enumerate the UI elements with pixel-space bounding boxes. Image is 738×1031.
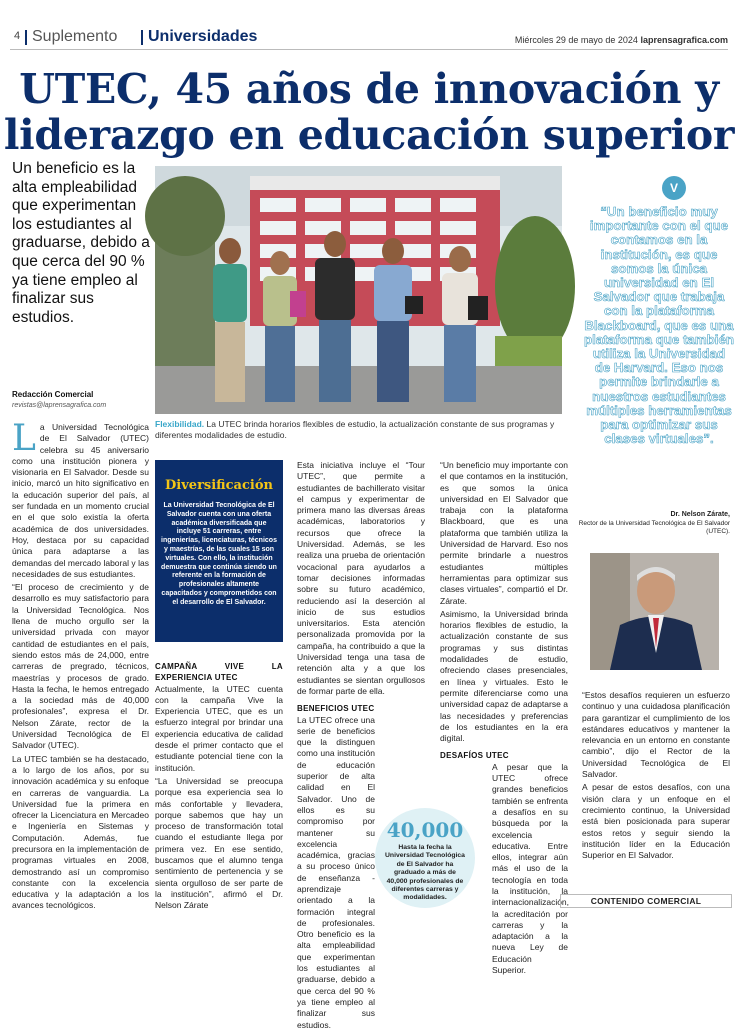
subheading: CAMPAÑA VIVE LA EXPERIENCIA UTEC — [155, 662, 283, 683]
commercial-content-label: CONTENIDO COMERCIAL — [560, 894, 732, 908]
diversificacion-box — [155, 460, 283, 642]
rector-portrait-illustration — [590, 553, 719, 670]
header-separator — [25, 30, 27, 45]
page-number: 4 — [14, 30, 21, 42]
article-column-1 — [12, 418, 149, 912]
dropcap: L — [12, 418, 36, 459]
paragraph-text: a Universidad Tecnológica de El Salvador (UTEC) celebra su 45 aniversario como una institución pionera y visionaria en El Salvador. Desde su inicio, marcó un hito significativo en la educación superior del país, al ser fundada en un momento crucial en el que solo existía la oferta académica de dos universidades. Hoy, destaca por su capacidad única para adaptarse a las demandas del mercado laboral y las necesidades de sus estudiantes. — [12, 422, 149, 579]
paragraph: “La Universidad se preocupa porque esa experiencia sea lo más confortable y llevadera, porque sabemos que hay un proceso de transformación total cuando el estudiante llega por primera vez. En ese sentido, buscamos que el alumno tenga sentimiento de pertenencia y se sienta orgulloso de ser parte de la institución”, afirmó el Dr. Nelson Zárate — [155, 775, 283, 911]
paragraph: A pesar que la UTEC ofrece grandes beneficios también se enfrenta a desafíos en su búsqueda por la excelencia educativa. Entre ellos, integrar aún más el uso de la tecnología en toda la institución, la internacionalización, la acreditación por carreras y la adaptación a la nueva Ley de Educación Superior. — [492, 761, 570, 976]
paragraph: La UTEC ofrece una serie de beneficios que la distinguen como una institución de educación superior de alta calidad en El Salvador. Uno de ellos es su compromiso por mantener su excelencia académica, gracias a su proceso único de enseñanza - aprendizaje orientado a la formación integral de profesionales. Otro beneficio es la alta empleabilidad que experimentan los estudiantes al graduarse, debido a que cerca del 90 % ya tiene empleo al finalizar sus estudios. — [297, 714, 375, 1030]
byline-email[interactable]: revistas@laprensagrafica.com — [12, 402, 107, 409]
pullquote-role: Rector de la Universidad Tecnológica de El Salvador (UTEC). — [578, 520, 730, 535]
paragraph: La UTEC también se ha destacado, a lo largo de los años, por su innovación académica y su enfoque en carreras de vanguardia. La Universidad fue la primera en ofrecer la Licenciatura en Mercadeo e Ingeniería en Sistemas y Computación. Además, fue precursora en la implementación de programas virtuales en 2008, demostrando así un compromiso constante con la excelencia educativa y la adaptación a los avances tecnológicos. — [12, 753, 149, 911]
caption-text: La UTEC brinda horarios flexibles de estudio, la actualización constante de sus programas y diferentes modalidades de estudio. — [155, 419, 555, 440]
stat-number: 40,000 — [386, 818, 464, 842]
byline-author: Redacción Comercial — [12, 390, 94, 399]
paragraph: “Estos desafíos requieren un esfuerzo continuo y una cuidadosa planificación para garantizar el cumplimiento de los estándares educativos y mantener la relevancia en un entorno en constante cambio”, dijo el Rector de la Universidad Tecnológica de El Salvador. — [582, 690, 730, 780]
header-separator — [141, 30, 143, 45]
stat-callout — [375, 808, 475, 908]
supplement-label: Suplemento — [32, 28, 118, 45]
site-name[interactable]: laprensagrafica.com — [640, 35, 728, 45]
utec-logo-icon: V — [662, 176, 686, 200]
pullquote-name: Dr. Nelson Zárate, — [670, 511, 730, 518]
article-column-5 — [582, 690, 730, 861]
paragraph — [12, 418, 149, 580]
article-column-2 — [155, 655, 283, 912]
paragraph: Asimismo, la Universidad brinda horarios flexibles de estudio, la actualización constante de sus programas y sus distintas modalidades de estudio, ofreciendo clases presenciales, en línea y virtuales. Esto le permite diferenciarse como una universidad capaz de adaptarse a las necesidades y preferencias de los estudiantes en la era digital. — [440, 608, 568, 744]
issue-date — [515, 35, 728, 45]
caption-label: Flexibilidad. — [155, 419, 205, 429]
paragraph: Actualmente, la UTEC cuenta con la campaña Vive la Experiencia UTEC, que es un esfuerzo integral por brindar una experiencia educativa de calidad desde el primer contacto que el estudiante potencial tiene con la institución. — [155, 683, 283, 773]
paragraph: “Un beneficio muy importante con el que contamos en la institución, es que somos la única universidad en El Salvador que trabaja con la plataforma Blackboard, que es una plataforma que también utiliza la Universidad de Harvard. Eso nos permite brindarle a nuestros estudiantes múltiples herramientas para optimizar sus clases virtuales”, compartió el Dr. Zárate. — [440, 460, 568, 606]
paragraph: A pesar de estos desafíos, con una visión clara y un enfoque en el crecimiento continuo, la Universidad está bien posicionada para superar estos retos y seguir siendo la institución líder en la Educación Superior en El Salvador. — [582, 782, 730, 861]
rector-portrait — [590, 553, 719, 670]
paragraph: “El proceso de crecimiento y de desarrollo es muy satisfactorio para la Universidad Tecnológica. Nos llena de mucho orgullo ser la universidad privada con mayor cantidad de estudiantes en el país, siendo estos más de 24,000, entre carreras de pregrado, técnicos, maestrías y procesos de grado. Hasta la fecha, le hemos entregado a la sociedad más de 40,000 profesionales”, expresa el Dr. Nelson Zárate, rector de la Universidad Tecnológica de El Salvador (UTEC). — [12, 582, 149, 751]
lead-paragraph: Un beneficio es la alta empleabilidad que experimentan los estudiantes al graduarse, debido a que cerca del 90 % ya tiene empleo al finalizar sus estudios. — [12, 160, 150, 326]
diversificacion-text: La Universidad Tecnológica de El Salvador cuenta con una oferta académica diversificada que incluye 51 carreras, entre ingenierías, licenciaturas, técnicos y maestrías, de las cuales 15 son virtuales. Con ello, la institución demuestra que continúa siendo un referente en la formación de profesionales altamente capacitados y comprometidos con el desarrollo de El Salvador. — [161, 502, 277, 606]
stat-text: Hasta la fecha la Universidad Tecnológica de El Salvador ha graduado a más de 40,000 profesionales de diferentes carreras y modalidades. — [385, 844, 465, 902]
students-photo-illustration — [155, 166, 562, 414]
headline-line-2: liderazgo en educación superior — [3, 111, 735, 159]
students-photo — [155, 166, 562, 414]
section-title: Universidades — [148, 28, 258, 45]
headline — [0, 66, 738, 158]
diversificacion-title: Diversificación — [165, 478, 273, 493]
page-header — [10, 28, 728, 50]
date-text: Miércoles 29 de mayo de 2024 — [514, 35, 638, 45]
subheading: DESAFÍOS UTEC — [440, 751, 509, 761]
paragraph: Esta iniciativa incluye el “Tour UTEC”, que permite a estudiantes de bachillerato visitar el campus y experimentar de primera mano las diversas áreas académicas, laboratorios y recursos que ofrece la Universidad. Además, se les realiza una prueba de orientación vocacional para ayudarlos a tomar decisiones informadas sobre su futuro académico, reduciendo así la deserción al inicio de sus estudios universitarios. Esta atención personalizada promovida por la campaña, ha contribuido a que la Universidad tenga una tasa de retención alta y a que los estudiantes se sientan orgullosos de formar parte de ella. — [297, 460, 425, 696]
photo-caption — [155, 419, 562, 441]
subheading: BENEFICIOS UTEC — [297, 704, 375, 714]
pullquote-text: “Un beneficio muy importante con el que contamos en la institución, es que somos la única universidad en El Salvador que trabaja con la plataforma Blackboard, que es una plataforma que también utiliza la Universidad de Harvard. Eso nos permite brindarle a nuestros estudiantes múltiples herramientas para optimizar sus clases virtuales”. — [584, 204, 734, 447]
headline-line-1: UTEC, 45 años de innovación y — [19, 65, 719, 113]
article-column-3 — [297, 460, 425, 1031]
